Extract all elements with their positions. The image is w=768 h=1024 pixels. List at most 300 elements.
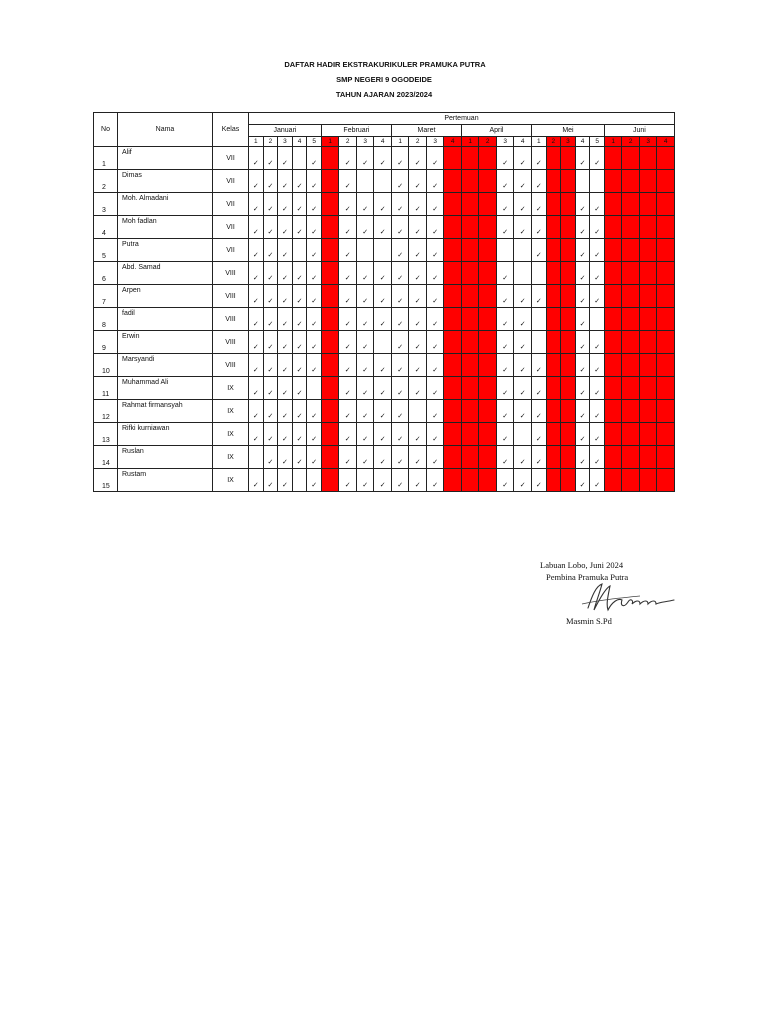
holiday-cell xyxy=(444,285,462,308)
check-mark-icon: ✓ xyxy=(292,377,307,400)
header-kelas: Kelas xyxy=(213,113,249,147)
holiday-cell xyxy=(479,262,497,285)
row-number: 3 xyxy=(94,193,118,216)
month-header: April xyxy=(461,125,531,137)
holiday-cell xyxy=(546,400,561,423)
table-row xyxy=(94,377,675,400)
holiday-cell xyxy=(622,446,640,469)
check-mark-icon: ✓ xyxy=(590,193,605,216)
student-class: IX xyxy=(213,377,249,400)
student-class: VIII xyxy=(213,354,249,377)
holiday-cell xyxy=(639,469,657,492)
holiday-cell xyxy=(479,331,497,354)
check-mark-icon: ✓ xyxy=(531,469,546,492)
holiday-cell xyxy=(657,147,675,170)
holiday-cell xyxy=(444,193,462,216)
check-mark-icon: ✓ xyxy=(278,262,293,285)
table-row xyxy=(94,193,675,216)
table-row xyxy=(94,331,675,354)
student-name: Putra xyxy=(118,239,213,262)
check-mark-icon: ✓ xyxy=(278,377,293,400)
week-number: 3 xyxy=(278,137,293,147)
check-mark-icon: ✓ xyxy=(374,262,392,285)
student-class: VII xyxy=(213,239,249,262)
row-number: 2 xyxy=(94,170,118,193)
check-mark-icon: ✓ xyxy=(496,400,514,423)
check-mark-icon: ✓ xyxy=(263,377,278,400)
week-number: 5 xyxy=(590,137,605,147)
row-number: 11 xyxy=(94,377,118,400)
week-number: 4 xyxy=(292,137,307,147)
holiday-cell xyxy=(561,193,576,216)
check-mark-icon: ✓ xyxy=(496,469,514,492)
table-row xyxy=(94,446,675,469)
check-mark-icon: ✓ xyxy=(391,262,409,285)
holiday-cell xyxy=(657,308,675,331)
check-mark-icon: ✓ xyxy=(278,400,293,423)
check-mark-icon: ✓ xyxy=(409,423,427,446)
check-mark-icon: ✓ xyxy=(409,147,427,170)
check-mark-icon: ✓ xyxy=(292,285,307,308)
check-mark-icon: ✓ xyxy=(374,147,392,170)
holiday-cell xyxy=(639,423,657,446)
check-mark-icon: ✓ xyxy=(292,308,307,331)
holiday-cell xyxy=(461,469,479,492)
check-mark-icon: ✓ xyxy=(356,147,374,170)
week-number: 4 xyxy=(444,137,462,147)
check-mark-icon: ✓ xyxy=(391,239,409,262)
holiday-cell xyxy=(461,377,479,400)
check-mark-icon: ✓ xyxy=(391,446,409,469)
holiday-cell xyxy=(622,262,640,285)
check-mark-icon: ✓ xyxy=(307,170,322,193)
holiday-cell xyxy=(461,354,479,377)
holiday-cell xyxy=(461,262,479,285)
check-mark-icon: ✓ xyxy=(263,147,278,170)
holiday-cell xyxy=(604,354,622,377)
check-mark-icon: ✓ xyxy=(409,285,427,308)
holiday-cell xyxy=(639,147,657,170)
week-number: 1 xyxy=(604,137,622,147)
check-mark-icon: ✓ xyxy=(339,216,357,239)
check-mark-icon: ✓ xyxy=(575,377,590,400)
check-mark-icon: ✓ xyxy=(531,423,546,446)
holiday-cell xyxy=(604,377,622,400)
check-mark-icon: ✓ xyxy=(292,170,307,193)
holiday-cell xyxy=(479,193,497,216)
row-number: 13 xyxy=(94,423,118,446)
holiday-cell xyxy=(657,446,675,469)
check-mark-icon: ✓ xyxy=(590,354,605,377)
empty-cell xyxy=(531,308,546,331)
holiday-cell xyxy=(461,308,479,331)
holiday-cell xyxy=(546,285,561,308)
holiday-cell xyxy=(321,377,339,400)
empty-cell xyxy=(514,262,532,285)
student-name: Moh. Almadani xyxy=(118,193,213,216)
holiday-cell xyxy=(561,446,576,469)
row-number: 1 xyxy=(94,147,118,170)
header-no: No xyxy=(94,113,118,147)
check-mark-icon: ✓ xyxy=(391,400,409,423)
check-mark-icon: ✓ xyxy=(249,239,264,262)
holiday-cell xyxy=(622,216,640,239)
row-number: 6 xyxy=(94,262,118,285)
check-mark-icon: ✓ xyxy=(249,354,264,377)
table-row xyxy=(94,354,675,377)
header-nama: Nama xyxy=(118,113,213,147)
holiday-cell xyxy=(657,400,675,423)
holiday-cell xyxy=(657,377,675,400)
holiday-cell xyxy=(444,423,462,446)
holiday-cell xyxy=(479,147,497,170)
holiday-cell xyxy=(546,216,561,239)
holiday-cell xyxy=(639,262,657,285)
holiday-cell xyxy=(561,423,576,446)
holiday-cell xyxy=(444,469,462,492)
week-number: 1 xyxy=(321,137,339,147)
check-mark-icon: ✓ xyxy=(307,446,322,469)
check-mark-icon: ✓ xyxy=(374,285,392,308)
week-number: 1 xyxy=(531,137,546,147)
check-mark-icon: ✓ xyxy=(514,285,532,308)
holiday-cell xyxy=(639,285,657,308)
month-header: Januari xyxy=(249,125,322,137)
check-mark-icon: ✓ xyxy=(496,170,514,193)
week-number: 1 xyxy=(461,137,479,147)
check-mark-icon: ✓ xyxy=(590,239,605,262)
check-mark-icon: ✓ xyxy=(426,354,444,377)
holiday-cell xyxy=(657,193,675,216)
student-name: fadil xyxy=(118,308,213,331)
holiday-cell xyxy=(622,331,640,354)
check-mark-icon: ✓ xyxy=(426,262,444,285)
holiday-cell xyxy=(444,400,462,423)
holiday-cell xyxy=(321,147,339,170)
check-mark-icon: ✓ xyxy=(391,170,409,193)
check-mark-icon: ✓ xyxy=(356,262,374,285)
holiday-cell xyxy=(461,147,479,170)
week-number: 2 xyxy=(339,137,357,147)
holiday-cell xyxy=(604,262,622,285)
holiday-cell xyxy=(321,285,339,308)
student-name: Moh fadlan xyxy=(118,216,213,239)
holiday-cell xyxy=(444,354,462,377)
check-mark-icon: ✓ xyxy=(263,262,278,285)
check-mark-icon: ✓ xyxy=(391,469,409,492)
row-number: 10 xyxy=(94,354,118,377)
check-mark-icon: ✓ xyxy=(514,170,532,193)
check-mark-icon: ✓ xyxy=(514,446,532,469)
week-number: 4 xyxy=(575,137,590,147)
holiday-cell xyxy=(639,239,657,262)
month-header: Maret xyxy=(391,125,461,137)
check-mark-icon: ✓ xyxy=(426,147,444,170)
check-mark-icon: ✓ xyxy=(292,446,307,469)
student-name: Rifki kurniawan xyxy=(118,423,213,446)
check-mark-icon: ✓ xyxy=(426,377,444,400)
month-header: Februari xyxy=(321,125,391,137)
school-name: SMP NEGERI 9 OGODEIDE xyxy=(336,75,432,84)
empty-cell xyxy=(356,239,374,262)
holiday-cell xyxy=(461,170,479,193)
check-mark-icon: ✓ xyxy=(374,193,392,216)
week-number: 3 xyxy=(496,137,514,147)
week-number: 2 xyxy=(409,137,427,147)
holiday-cell xyxy=(321,262,339,285)
holiday-cell xyxy=(321,469,339,492)
check-mark-icon: ✓ xyxy=(339,354,357,377)
check-mark-icon: ✓ xyxy=(514,193,532,216)
holiday-cell xyxy=(479,354,497,377)
check-mark-icon: ✓ xyxy=(263,239,278,262)
check-mark-icon: ✓ xyxy=(339,147,357,170)
check-mark-icon: ✓ xyxy=(263,285,278,308)
student-name: Erwin xyxy=(118,331,213,354)
week-number: 2 xyxy=(263,137,278,147)
holiday-cell xyxy=(639,354,657,377)
holiday-cell xyxy=(479,377,497,400)
check-mark-icon: ✓ xyxy=(374,469,392,492)
empty-cell xyxy=(575,170,590,193)
check-mark-icon: ✓ xyxy=(292,354,307,377)
table-row xyxy=(94,147,675,170)
check-mark-icon: ✓ xyxy=(339,400,357,423)
holiday-cell xyxy=(546,308,561,331)
holiday-cell xyxy=(561,285,576,308)
check-mark-icon: ✓ xyxy=(249,377,264,400)
check-mark-icon: ✓ xyxy=(339,193,357,216)
holiday-cell xyxy=(444,308,462,331)
check-mark-icon: ✓ xyxy=(278,446,293,469)
holiday-cell xyxy=(622,193,640,216)
holiday-cell xyxy=(444,239,462,262)
holiday-cell xyxy=(461,216,479,239)
month-header: Juni xyxy=(604,125,674,137)
holiday-cell xyxy=(657,170,675,193)
check-mark-icon: ✓ xyxy=(339,331,357,354)
student-name: Ruslan xyxy=(118,446,213,469)
empty-cell xyxy=(374,170,392,193)
check-mark-icon: ✓ xyxy=(426,423,444,446)
check-mark-icon: ✓ xyxy=(496,446,514,469)
check-mark-icon: ✓ xyxy=(391,216,409,239)
check-mark-icon: ✓ xyxy=(590,469,605,492)
check-mark-icon: ✓ xyxy=(249,308,264,331)
empty-cell xyxy=(590,308,605,331)
holiday-cell xyxy=(444,377,462,400)
check-mark-icon: ✓ xyxy=(356,354,374,377)
check-mark-icon: ✓ xyxy=(391,377,409,400)
check-mark-icon: ✓ xyxy=(263,170,278,193)
holiday-cell xyxy=(657,216,675,239)
row-number: 7 xyxy=(94,285,118,308)
check-mark-icon: ✓ xyxy=(575,285,590,308)
table-row xyxy=(94,308,675,331)
check-mark-icon: ✓ xyxy=(575,331,590,354)
holiday-cell xyxy=(604,285,622,308)
holiday-cell xyxy=(639,216,657,239)
holiday-cell xyxy=(321,354,339,377)
check-mark-icon: ✓ xyxy=(409,193,427,216)
check-mark-icon: ✓ xyxy=(307,308,322,331)
check-mark-icon: ✓ xyxy=(575,308,590,331)
check-mark-icon: ✓ xyxy=(278,423,293,446)
week-number: 3 xyxy=(356,137,374,147)
check-mark-icon: ✓ xyxy=(356,423,374,446)
holiday-cell xyxy=(657,469,675,492)
check-mark-icon: ✓ xyxy=(514,377,532,400)
check-mark-icon: ✓ xyxy=(356,216,374,239)
student-class: IX xyxy=(213,446,249,469)
check-mark-icon: ✓ xyxy=(496,262,514,285)
check-mark-icon: ✓ xyxy=(307,239,322,262)
signer-role: Pembina Pramuka Putra xyxy=(546,572,629,582)
student-class: IX xyxy=(213,400,249,423)
student-name: Abd. Samad xyxy=(118,262,213,285)
holiday-cell xyxy=(321,423,339,446)
check-mark-icon: ✓ xyxy=(575,193,590,216)
check-mark-icon: ✓ xyxy=(496,354,514,377)
student-name: Alif xyxy=(118,147,213,170)
check-mark-icon: ✓ xyxy=(278,170,293,193)
check-mark-icon: ✓ xyxy=(278,331,293,354)
check-mark-icon: ✓ xyxy=(307,469,322,492)
empty-cell xyxy=(292,147,307,170)
empty-cell xyxy=(374,239,392,262)
student-class: VIII xyxy=(213,285,249,308)
check-mark-icon: ✓ xyxy=(339,469,357,492)
holiday-cell xyxy=(461,239,479,262)
check-mark-icon: ✓ xyxy=(263,193,278,216)
student-class: VII xyxy=(213,147,249,170)
holiday-cell xyxy=(622,377,640,400)
student-class: VII xyxy=(213,193,249,216)
check-mark-icon: ✓ xyxy=(374,446,392,469)
empty-cell xyxy=(249,446,264,469)
student-class: VIII xyxy=(213,308,249,331)
check-mark-icon: ✓ xyxy=(249,285,264,308)
holiday-cell xyxy=(546,170,561,193)
document-title: DAFTAR HADIR EKSTRAKURIKULER PRAMUKA PUTRA xyxy=(284,60,486,69)
check-mark-icon: ✓ xyxy=(278,469,293,492)
holiday-cell xyxy=(546,469,561,492)
check-mark-icon: ✓ xyxy=(307,285,322,308)
holiday-cell xyxy=(657,239,675,262)
check-mark-icon: ✓ xyxy=(590,216,605,239)
holiday-cell xyxy=(561,262,576,285)
check-mark-icon: ✓ xyxy=(409,331,427,354)
check-mark-icon: ✓ xyxy=(496,193,514,216)
week-number: 3 xyxy=(561,137,576,147)
check-mark-icon: ✓ xyxy=(409,446,427,469)
check-mark-icon: ✓ xyxy=(531,193,546,216)
holiday-cell xyxy=(461,285,479,308)
check-mark-icon: ✓ xyxy=(531,446,546,469)
holiday-cell xyxy=(657,423,675,446)
table-row xyxy=(94,239,675,262)
holiday-cell xyxy=(639,377,657,400)
check-mark-icon: ✓ xyxy=(590,331,605,354)
check-mark-icon: ✓ xyxy=(249,469,264,492)
check-mark-icon: ✓ xyxy=(426,239,444,262)
check-mark-icon: ✓ xyxy=(590,423,605,446)
holiday-cell xyxy=(321,170,339,193)
check-mark-icon: ✓ xyxy=(496,331,514,354)
check-mark-icon: ✓ xyxy=(307,400,322,423)
holiday-cell xyxy=(461,193,479,216)
check-mark-icon: ✓ xyxy=(531,285,546,308)
holiday-cell xyxy=(444,170,462,193)
check-mark-icon: ✓ xyxy=(531,147,546,170)
check-mark-icon: ✓ xyxy=(249,193,264,216)
holiday-cell xyxy=(604,216,622,239)
holiday-cell xyxy=(479,170,497,193)
check-mark-icon: ✓ xyxy=(263,446,278,469)
holiday-cell xyxy=(657,285,675,308)
check-mark-icon: ✓ xyxy=(409,308,427,331)
empty-cell xyxy=(374,331,392,354)
check-mark-icon: ✓ xyxy=(307,331,322,354)
check-mark-icon: ✓ xyxy=(514,469,532,492)
empty-cell xyxy=(531,262,546,285)
check-mark-icon: ✓ xyxy=(307,262,322,285)
check-mark-icon: ✓ xyxy=(590,400,605,423)
holiday-cell xyxy=(639,446,657,469)
student-class: IX xyxy=(213,423,249,446)
check-mark-icon: ✓ xyxy=(426,446,444,469)
holiday-cell xyxy=(546,354,561,377)
header-pertemuan: Pertemuan xyxy=(249,113,675,125)
student-name: Marsyandi xyxy=(118,354,213,377)
empty-cell xyxy=(292,469,307,492)
week-number: 2 xyxy=(546,137,561,147)
holiday-cell xyxy=(604,331,622,354)
check-mark-icon: ✓ xyxy=(496,216,514,239)
check-mark-icon: ✓ xyxy=(514,147,532,170)
holiday-cell xyxy=(479,446,497,469)
holiday-cell xyxy=(622,354,640,377)
week-number: 4 xyxy=(514,137,532,147)
check-mark-icon: ✓ xyxy=(356,400,374,423)
check-mark-icon: ✓ xyxy=(356,446,374,469)
holiday-cell xyxy=(639,193,657,216)
check-mark-icon: ✓ xyxy=(307,193,322,216)
check-mark-icon: ✓ xyxy=(575,239,590,262)
check-mark-icon: ✓ xyxy=(263,216,278,239)
week-number: 1 xyxy=(249,137,264,147)
check-mark-icon: ✓ xyxy=(356,469,374,492)
check-mark-icon: ✓ xyxy=(496,423,514,446)
holiday-cell xyxy=(546,239,561,262)
empty-cell xyxy=(356,170,374,193)
holiday-cell xyxy=(604,193,622,216)
holiday-cell xyxy=(561,354,576,377)
holiday-cell xyxy=(561,400,576,423)
holiday-cell xyxy=(622,239,640,262)
student-name: Rahmat firmansyah xyxy=(118,400,213,423)
check-mark-icon: ✓ xyxy=(531,377,546,400)
check-mark-icon: ✓ xyxy=(409,216,427,239)
check-mark-icon: ✓ xyxy=(307,354,322,377)
row-number: 5 xyxy=(94,239,118,262)
table-row xyxy=(94,216,675,239)
check-mark-icon: ✓ xyxy=(249,170,264,193)
check-mark-icon: ✓ xyxy=(339,239,357,262)
handwritten-signature xyxy=(580,578,680,618)
check-mark-icon: ✓ xyxy=(514,308,532,331)
holiday-cell xyxy=(321,446,339,469)
